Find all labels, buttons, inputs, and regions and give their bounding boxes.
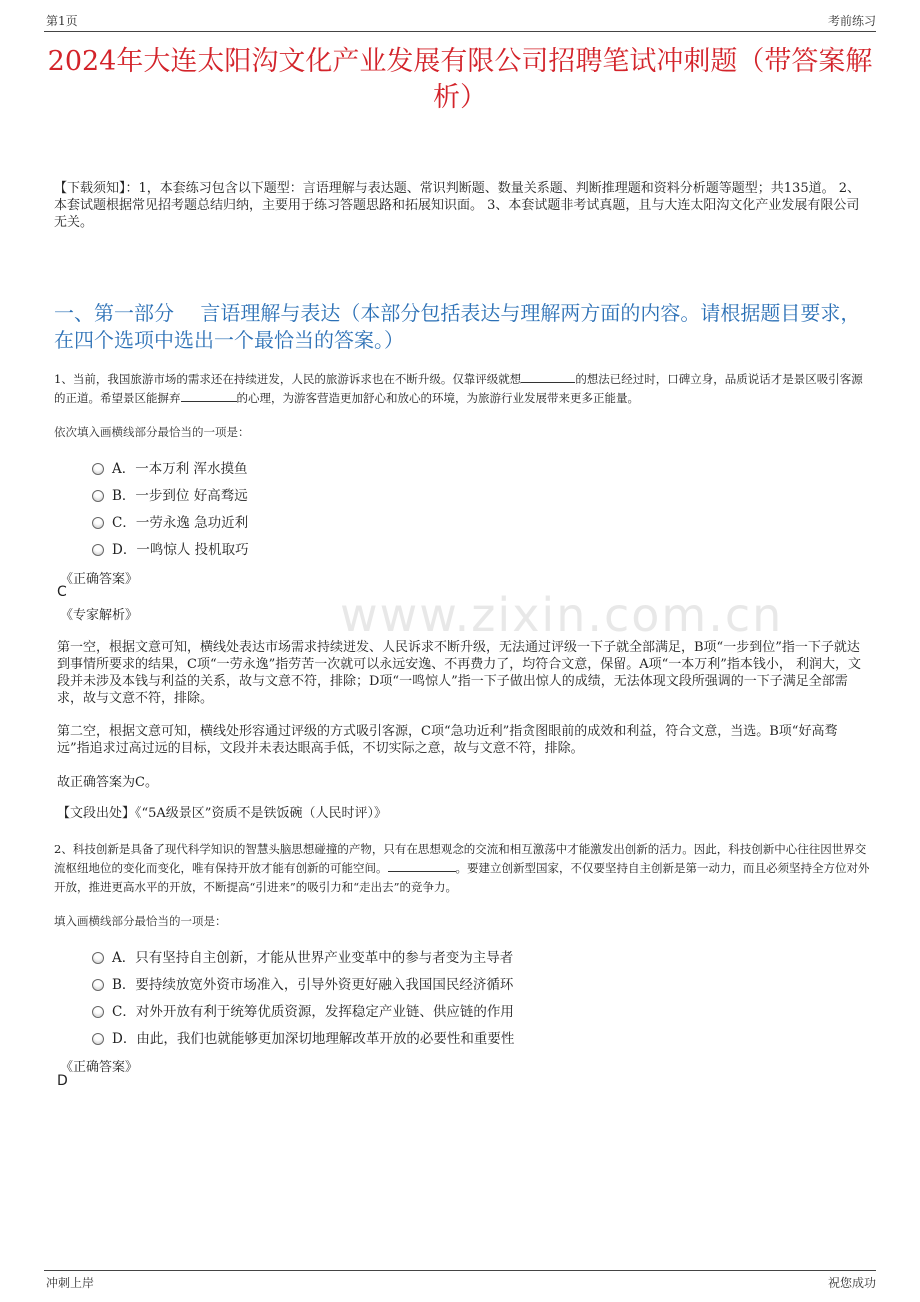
question-2-answer: D	[57, 1073, 68, 1089]
question-2-text-b: 。要建立创新型国家，不仅要坚持自主创新是第一动力，而且必须坚持全方位对外开放，推进更高水平的开放，不断提高“引进来”的吸引力和“走出去”的竞争力。	[54, 861, 870, 894]
question-2-option-a[interactable]: A．只有坚持自主创新，才能从世界产业变革中的参与者变为主导者	[92, 946, 513, 966]
question-1-blank-2	[181, 401, 237, 402]
radio-icon[interactable]	[92, 952, 104, 964]
question-1-option-a[interactable]: A．一本万利 浑水摸鱼	[92, 457, 248, 477]
question-2-blank	[388, 871, 456, 872]
header-divider	[44, 31, 876, 32]
question-2-option-b[interactable]: B．要持续放宽外资市场准入，引导外资更好融入我国国民经济循环	[92, 973, 513, 993]
question-1-analysis-label: 《专家解析》	[60, 608, 139, 623]
question-2-text	[54, 840, 872, 897]
question-1-text-a: 1、当前，我国旅游市场的需求还在持续迸发，人民的旅游诉求也在不断升级。仅靠评级就想	[54, 372, 522, 386]
question-1-conclusion: 故正确答案为C。	[57, 775, 158, 790]
question-1-option-c[interactable]: C．一劳永逸 急功近利	[92, 511, 248, 531]
radio-icon[interactable]	[92, 544, 104, 556]
radio-icon[interactable]	[92, 463, 104, 475]
watermark: www.zixin.com.cn	[340, 588, 784, 642]
page-title: 2024年大连太阳沟文化产业发展有限公司招聘笔试冲刺题（带答案解析）	[47, 46, 873, 113]
question-2-prompt: 填入画横线部分最恰当的一项是：	[54, 914, 227, 928]
question-1-analysis-2: 第二空，根据文意可知，横线处形容通过评级的方式吸引客源，C项“急功近利”指贪图眼前的成效和利益，符合文意，当选。B项“好高骛远”指追求过高过远的目标，文段并未表达眼高手低，不切实际之意，故与文意不符，排除。	[57, 724, 838, 756]
footer-divider	[44, 1270, 876, 1271]
question-1-option-b[interactable]: B．一步到位 好高骛远	[92, 484, 248, 504]
question-1-analysis-1: 第一空，根据文意可知，横线处表达市场需求持续迸发、人民诉求不断升级，无法通过评级一下子就全部满足，B项“一步到位”指一下子就达到事情所要求的结果，C项“一劳永逸”指劳苦一次就可以永远安逸、不再费力了，均符合文意，保留。A项“一本万利”指本钱小， 利润大，文段并未涉及本钱与利益的关系，故与文意不符，排除；D项“一鸣惊人”指一下子做出惊人的成绩，无法体现文段所强调的一下子满足全部需求，故与文意不符，排除。	[57, 640, 862, 706]
footer-right: 祝您成功	[827, 1276, 876, 1290]
radio-icon[interactable]	[92, 490, 104, 502]
download-notice: 【下载须知】：1，本套练习包含以下题型：言语理解与表达题、常识判断题、数量关系题、判断推理题和资料分析题等题型；共135道。 2、本套试题根据常见招考题总结归纳，主要用于练习答题思路和拓展知识面。 3、本套试题非考试真题，且与大连太阳沟文化产业发展有限公司无关。	[54, 181, 860, 230]
question-1-option-d[interactable]: D．一鸣惊人 投机取巧	[92, 538, 249, 558]
question-1-text	[54, 370, 872, 408]
radio-icon[interactable]	[92, 517, 104, 529]
section-heading: 一、第一部分 言语理解与表达（本部分包括表达与理解两方面的内容。请根据题目要求，在四个选项中选出一个最恰当的答案。）	[54, 301, 861, 352]
footer-left: 冲刺上岸	[46, 1276, 95, 1290]
question-2-answer-label: 《正确答案》	[60, 1060, 139, 1075]
question-1-text-b: 的想法已经过时，口碑立身，品质说话才是景区吸引客源的正道。希望景区能摒弃	[54, 372, 863, 405]
page-number: 第1页	[46, 14, 78, 28]
radio-icon[interactable]	[92, 979, 104, 991]
radio-icon[interactable]	[92, 1006, 104, 1018]
header-label: 考前练习	[827, 14, 876, 28]
question-2-option-c[interactable]: C．对外开放有利于统筹优质资源，发挥稳定产业链、供应链的作用	[92, 1000, 514, 1020]
question-1-prompt: 依次填入画横线部分最恰当的一项是：	[54, 425, 250, 439]
question-1-source: 【文段出处】《“5A级景区”资质不是铁饭碗（人民时评）》	[57, 806, 387, 821]
question-2-text-a: 2、科技创新是具备了现代科学知识的智慧头脑思想碰撞的产物，只有在思想观念的交流和相互激荡中才能激发出创新的活力。因此，科技创新中心往往因世界交流枢纽地位的变化而变化，唯有保持开放才能有创新的可能空间。	[54, 842, 867, 875]
radio-icon[interactable]	[92, 1033, 104, 1045]
question-1-answer: C	[57, 584, 67, 600]
question-2-option-d[interactable]: D．由此，我们也就能够更加深切地理解改革开放的必要性和重要性	[92, 1027, 514, 1047]
question-1-text-c: 的心理，为游客营造更加舒心和放心的环境，为旅游行业发展带来更多正能量。	[236, 391, 639, 405]
question-1-answer-label: 《正确答案》	[60, 572, 139, 587]
question-1-blank-1	[521, 382, 575, 383]
